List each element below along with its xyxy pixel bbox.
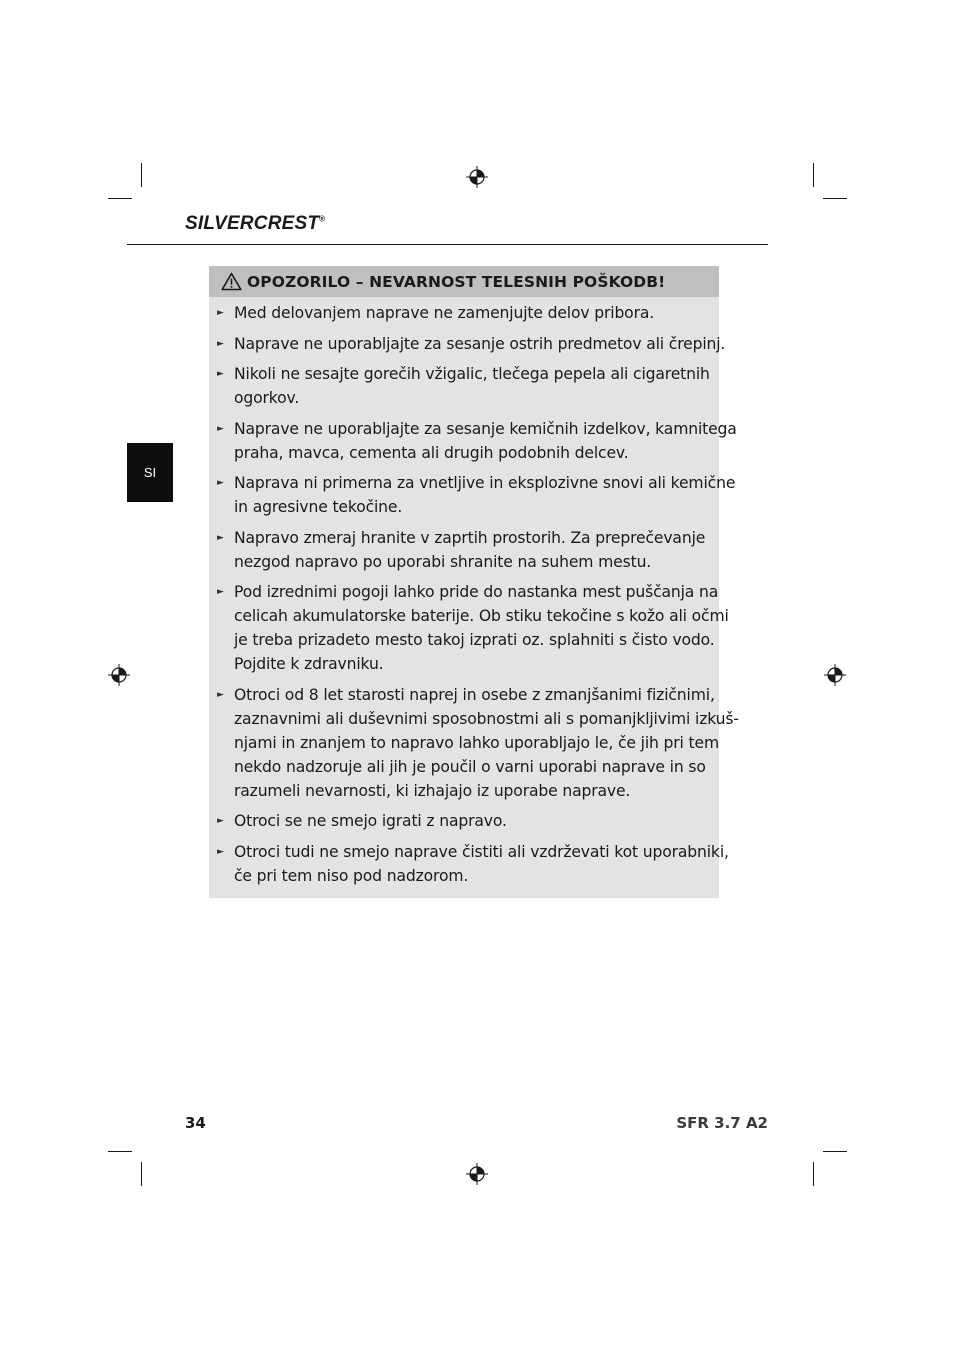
crop-mark <box>108 198 132 199</box>
bullet-arrow-icon: ► <box>217 689 224 700</box>
warning-title: OPOZORILO – NEVARNOST TELESNIH POŠKODB! <box>247 272 666 291</box>
list-item <box>209 580 729 676</box>
list-item-line: če pri tem niso pod nadzorom. <box>234 866 469 885</box>
bullet-arrow-icon: ► <box>217 846 224 857</box>
bullet-arrow-icon: ► <box>217 423 224 434</box>
list-item-line: Otroci tudi ne smejo naprave čistiti ali vzdrževati kot uporabniki, <box>234 842 729 861</box>
registered-mark: ® <box>319 214 326 224</box>
list-item <box>209 840 729 888</box>
list-item <box>209 471 736 519</box>
list-item-line: nekdo nadzoruje ali jih je poučil o varni uporabi naprave in so <box>234 757 706 776</box>
registration-mark-icon <box>108 664 130 686</box>
list-item-line: Pod izrednimi pogoji lahko pride do nastanka mest puščanja na <box>234 583 719 601</box>
language-tab: SI <box>127 443 173 502</box>
list-item <box>209 526 719 574</box>
warning-triangle-icon <box>221 272 242 291</box>
registration-mark-icon <box>466 1163 488 1185</box>
list-item-line: Pojdite k zdravniku. <box>234 655 384 673</box>
registration-mark-icon <box>466 166 488 188</box>
list-item <box>209 683 739 803</box>
list-item-line: Otroci se ne smejo igrati z napravo. <box>234 812 507 830</box>
warning-list <box>209 297 739 888</box>
list-item <box>209 301 719 325</box>
crop-mark <box>823 198 847 199</box>
crop-mark <box>813 163 814 187</box>
list-item <box>209 809 719 833</box>
list-item-line: ogorkov. <box>234 389 300 407</box>
warning-box <box>209 266 739 898</box>
header-rule <box>127 244 768 245</box>
list-item-line: Naprava ni primerna za vnetljive in eksplozivne snovi ali kemične <box>234 474 736 492</box>
crop-mark <box>813 1162 814 1186</box>
list-item-line: Med delovanjem naprave ne zamenjujte delov pribora. <box>234 304 655 322</box>
warning-header <box>209 266 719 297</box>
list-item-line: Otroci od 8 let starosti naprej in osebe z zmanjšanimi fizičnimi, <box>234 685 715 704</box>
bullet-arrow-icon: ► <box>217 478 224 488</box>
list-item-line: Naprave ne uporabljajte za sesanje kemičnih izdelkov, kamnitega <box>234 419 737 438</box>
list-item-line: njami in znanjem to napravo lahko uporabljajo le, če jih pri tem <box>234 733 719 752</box>
bullet-arrow-icon: ► <box>217 338 224 349</box>
list-item-line: Napravo zmeraj hranite v zaprtih prostorih. Za preprečevanje <box>234 528 706 547</box>
bullet-arrow-icon: ► <box>217 816 224 826</box>
crop-mark <box>141 1162 142 1186</box>
list-item-line: in agresivne tekočine. <box>234 498 403 516</box>
crop-mark <box>108 1151 132 1152</box>
list-item <box>209 362 719 410</box>
registration-mark-icon <box>824 664 846 686</box>
list-item <box>209 332 726 356</box>
list-item-line: je treba prizadeto mesto takoj izprati oz. splahniti s čisto vodo. <box>234 631 715 649</box>
bullet-arrow-icon: ► <box>217 587 224 597</box>
bullet-arrow-icon: ► <box>217 369 224 379</box>
crop-mark <box>823 1151 847 1152</box>
list-item-line: celicah akumulatorske baterije. Ob stiku tekočine s kožo ali očmi <box>234 607 729 625</box>
page-number: 34 <box>185 1114 206 1132</box>
bullet-arrow-icon: ► <box>217 308 224 318</box>
list-item-line: razumeli nevarnosti, ki izhajajo iz uporabe naprave. <box>234 781 631 800</box>
model-number: SFR 3.7 A2 <box>676 1114 768 1132</box>
list-item-line: nezgod napravo po uporabi shranite na suhem mestu. <box>234 552 652 571</box>
brand-name: SILVERCREST <box>185 213 320 234</box>
crop-mark <box>141 163 142 187</box>
list-item <box>209 417 737 465</box>
list-item-line: Nikoli ne sesajte gorečih vžigalic, tlečega pepela ali cigaretnih <box>234 365 710 383</box>
list-item-line: praha, mavca, cementa ali drugih podobnih delcev. <box>234 443 629 462</box>
bullet-arrow-icon: ► <box>217 532 224 543</box>
brand-logo <box>185 213 325 235</box>
list-item-line: zaznavnimi ali duševnimi sposobnostmi ali s pomanjkljivimi izkuš- <box>234 709 739 728</box>
list-item-line: Naprave ne uporabljajte za sesanje ostrih predmetov ali črepinj. <box>234 334 726 353</box>
